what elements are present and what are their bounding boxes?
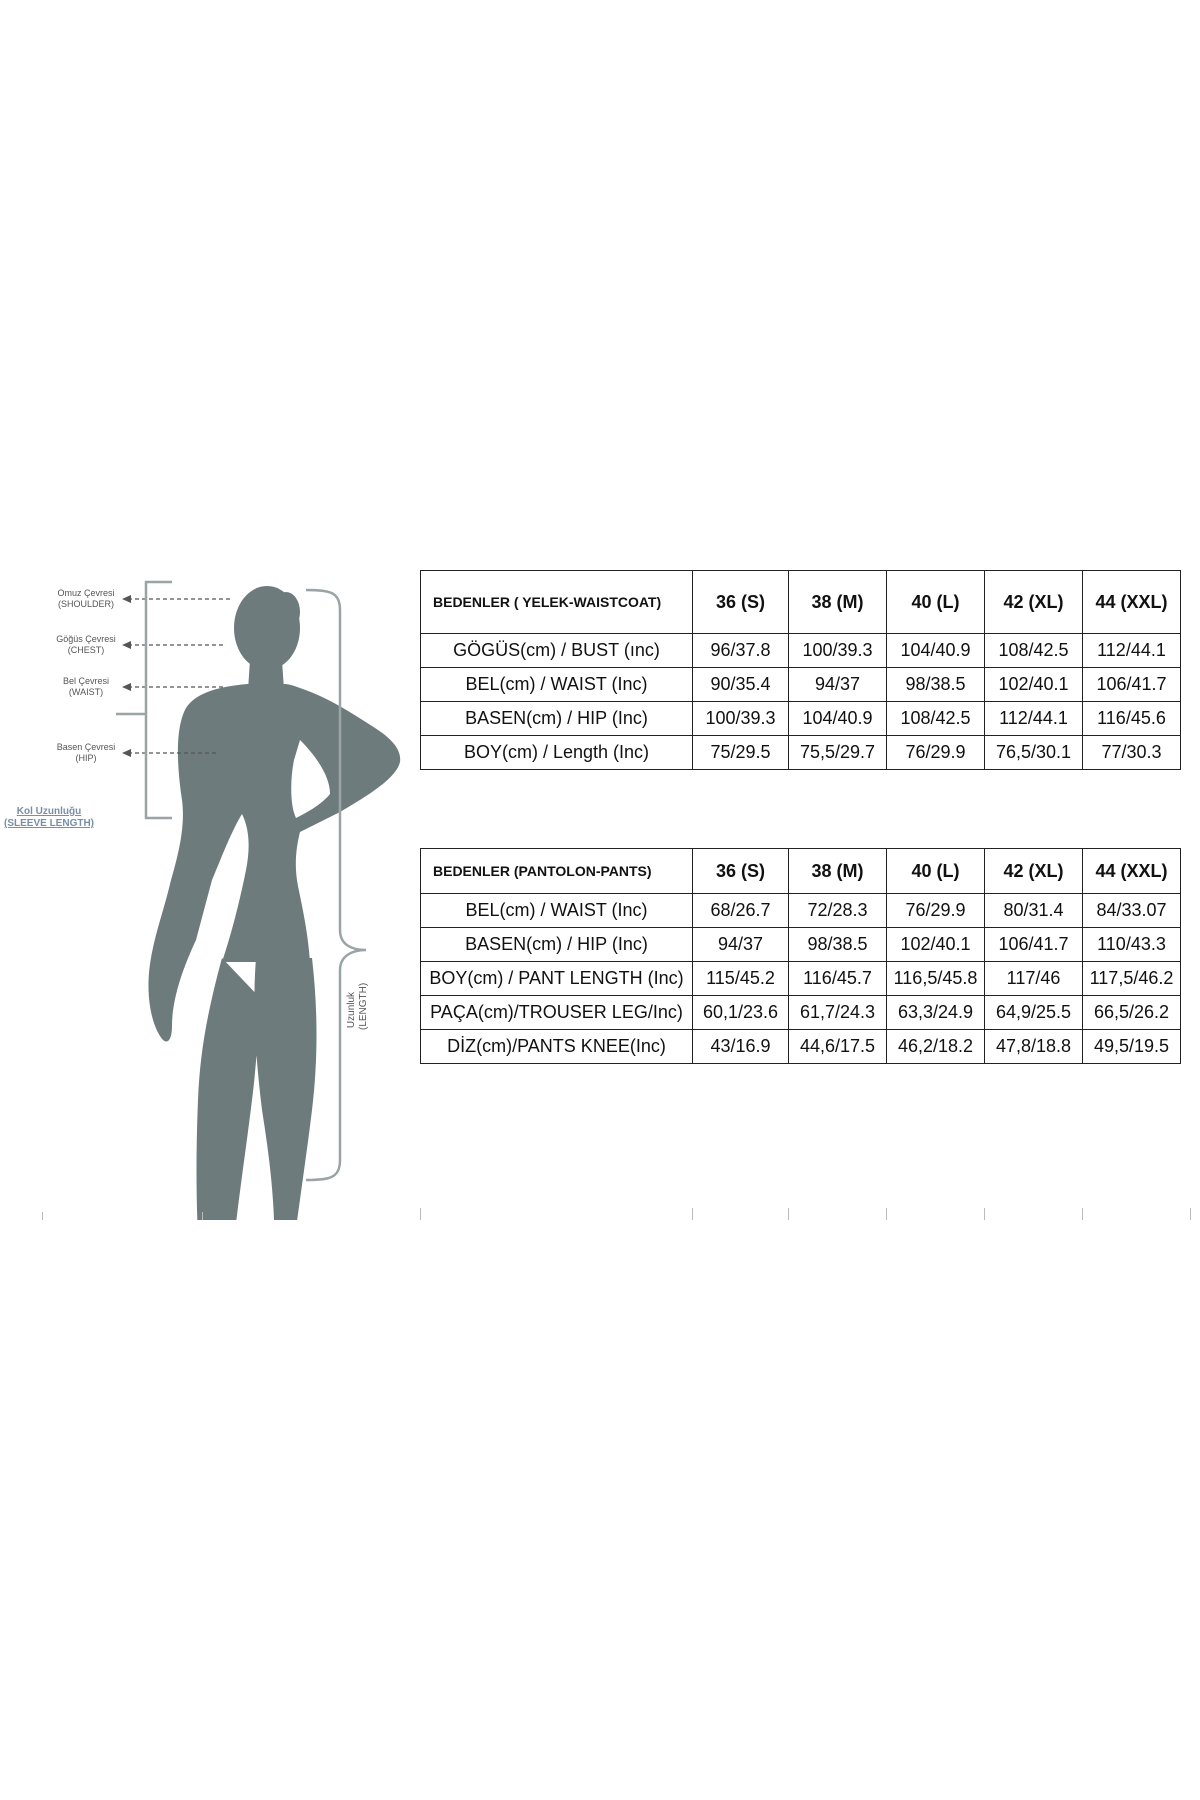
size-value-cell: 76,5/30.1 (985, 736, 1083, 770)
header-size-cell: 40 (L) (887, 849, 985, 894)
measurement-label-cell: DİZ(cm)/PANTS KNEE(Inc) (421, 1030, 693, 1064)
tick-mark (1190, 1208, 1191, 1220)
size-value-cell: 116/45.7 (789, 962, 887, 996)
header-title-cell: BEDENLER (PANTOLON-PANTS) (421, 849, 693, 894)
tick-mark (984, 1208, 985, 1220)
tick-mark (42, 1212, 43, 1220)
size-value-cell: 94/37 (693, 928, 789, 962)
size-value-cell: 46,2/18.2 (887, 1030, 985, 1064)
tick-mark (788, 1208, 789, 1220)
size-value-cell: 72/28.3 (789, 894, 887, 928)
body-silhouette (148, 586, 400, 1220)
shoulder-label (44, 588, 128, 610)
table-row (421, 702, 1181, 736)
length-label-tr: Uzunluk (346, 991, 357, 1029)
size-value-cell: 104/40.9 (887, 634, 985, 668)
size-value-cell: 117,5/46.2 (1083, 962, 1181, 996)
size-value-cell: 116/45.6 (1083, 702, 1181, 736)
size-value-cell: 112/44.1 (1083, 634, 1181, 668)
sleeve-length-label (4, 806, 94, 830)
size-value-cell: 68/26.7 (693, 894, 789, 928)
measurement-label-cell: GÖGÜS(cm) / BUST (ınc) (421, 634, 693, 668)
waist-label-tr: Bel Çevresi (62, 676, 109, 686)
size-value-cell: 98/38.5 (887, 668, 985, 702)
length-label-en: (LENGTH) (358, 982, 369, 1030)
length-label (346, 982, 406, 1030)
hip-label-en: (HIP) (75, 753, 97, 763)
pants-size-table (420, 848, 1181, 1064)
measurement-label-cell: BEL(cm) / WAIST (Inc) (421, 668, 693, 702)
table-row (421, 996, 1181, 1030)
size-value-cell: 102/40.1 (887, 928, 985, 962)
size-value-cell: 76/29.9 (887, 894, 985, 928)
header-size-cell: 36 (S) (693, 571, 789, 634)
measurement-label-cell: BOY(cm) / Length (Inc) (421, 736, 693, 770)
size-value-cell: 100/39.3 (693, 702, 789, 736)
size-value-cell: 80/31.4 (985, 894, 1083, 928)
measurement-label-cell: BASEN(cm) / HIP (Inc) (421, 702, 693, 736)
size-value-cell: 96/37.8 (693, 634, 789, 668)
header-size-cell: 42 (XL) (985, 571, 1083, 634)
tick-mark (1082, 1208, 1083, 1220)
sleeve-label-en: (SLEEVE LENGTH) (4, 818, 95, 829)
table-row (421, 1030, 1181, 1064)
size-value-cell: 115/45.2 (693, 962, 789, 996)
size-value-cell: 75,5/29.7 (789, 736, 887, 770)
tick-mark (202, 1212, 203, 1220)
size-value-cell: 117/46 (985, 962, 1083, 996)
size-value-cell: 108/42.5 (985, 634, 1083, 668)
tick-mark (886, 1208, 887, 1220)
size-value-cell: 63,3/24.9 (887, 996, 985, 1030)
header-size-cell: 42 (XL) (985, 849, 1083, 894)
size-value-cell: 116,5/45.8 (887, 962, 985, 996)
chest-label-tr: Göğüs Çevresi (56, 634, 116, 644)
table-row (421, 668, 1181, 702)
waist-label (44, 676, 128, 698)
chest-label (44, 634, 128, 656)
size-value-cell: 110/43.3 (1083, 928, 1181, 962)
header-size-cell: 38 (M) (789, 571, 887, 634)
table-header-row (421, 571, 1181, 634)
header-size-cell: 44 (XXL) (1083, 571, 1181, 634)
header-size-cell: 36 (S) (693, 849, 789, 894)
tick-mark (420, 1208, 421, 1220)
size-value-cell: 98/38.5 (789, 928, 887, 962)
size-value-cell: 106/41.7 (1083, 668, 1181, 702)
table-row (421, 634, 1181, 668)
length-bracket (306, 590, 366, 1180)
table-row (421, 928, 1181, 962)
size-value-cell: 100/39.3 (789, 634, 887, 668)
chest-label-en: (CHEST) (67, 645, 105, 655)
size-value-cell: 66,5/26.2 (1083, 996, 1181, 1030)
table-row (421, 736, 1181, 770)
size-value-cell: 47,8/18.8 (985, 1030, 1083, 1064)
measurement-label-cell: BEL(cm) / WAIST (Inc) (421, 894, 693, 928)
sleeve-label-tr: Kol Uzunluğu (16, 806, 82, 817)
tick-mark (692, 1208, 693, 1220)
waistcoat-size-table (420, 570, 1181, 770)
table-row (421, 962, 1181, 996)
size-value-cell: 43/16.9 (693, 1030, 789, 1064)
size-value-cell: 44,6/17.5 (789, 1030, 887, 1064)
hip-label (44, 742, 128, 764)
waist-label-en: (WAIST) (68, 687, 104, 697)
size-value-cell: 76/29.9 (887, 736, 985, 770)
header-title-cell: BEDENLER ( YELEK-WAISTCOAT) (421, 571, 693, 634)
size-value-cell: 84/33.07 (1083, 894, 1181, 928)
measurement-label-cell: PAÇA(cm)/TROUSER LEG/Inc) (421, 996, 693, 1030)
size-value-cell: 106/41.7 (985, 928, 1083, 962)
size-value-cell: 112/44.1 (985, 702, 1083, 736)
size-value-cell: 64,9/25.5 (985, 996, 1083, 1030)
header-size-cell: 40 (L) (887, 571, 985, 634)
measurement-label-cell: BOY(cm) / PANT LENGTH (Inc) (421, 962, 693, 996)
size-value-cell: 61,7/24.3 (789, 996, 887, 1030)
shoulder-label-tr: Omuz Çevresi (57, 588, 115, 598)
header-size-cell: 38 (M) (789, 849, 887, 894)
size-value-cell: 49,5/19.5 (1083, 1030, 1181, 1064)
measurement-label-cell: BASEN(cm) / HIP (Inc) (421, 928, 693, 962)
table-header-row (421, 849, 1181, 894)
size-value-cell: 77/30.3 (1083, 736, 1181, 770)
size-value-cell: 94/37 (789, 668, 887, 702)
size-value-cell: 102/40.1 (985, 668, 1083, 702)
hip-label-tr: Basen Çevresi (56, 742, 116, 752)
size-value-cell: 75/29.5 (693, 736, 789, 770)
size-value-cell: 108/42.5 (887, 702, 985, 736)
size-value-cell: 60,1/23.6 (693, 996, 789, 1030)
table-row (421, 894, 1181, 928)
size-value-cell: 90/35.4 (693, 668, 789, 702)
sleeve-length-bracket (116, 582, 172, 818)
header-size-cell: 44 (XXL) (1083, 849, 1181, 894)
size-value-cell: 104/40.9 (789, 702, 887, 736)
shoulder-label-en: (SHOULDER) (57, 599, 114, 609)
